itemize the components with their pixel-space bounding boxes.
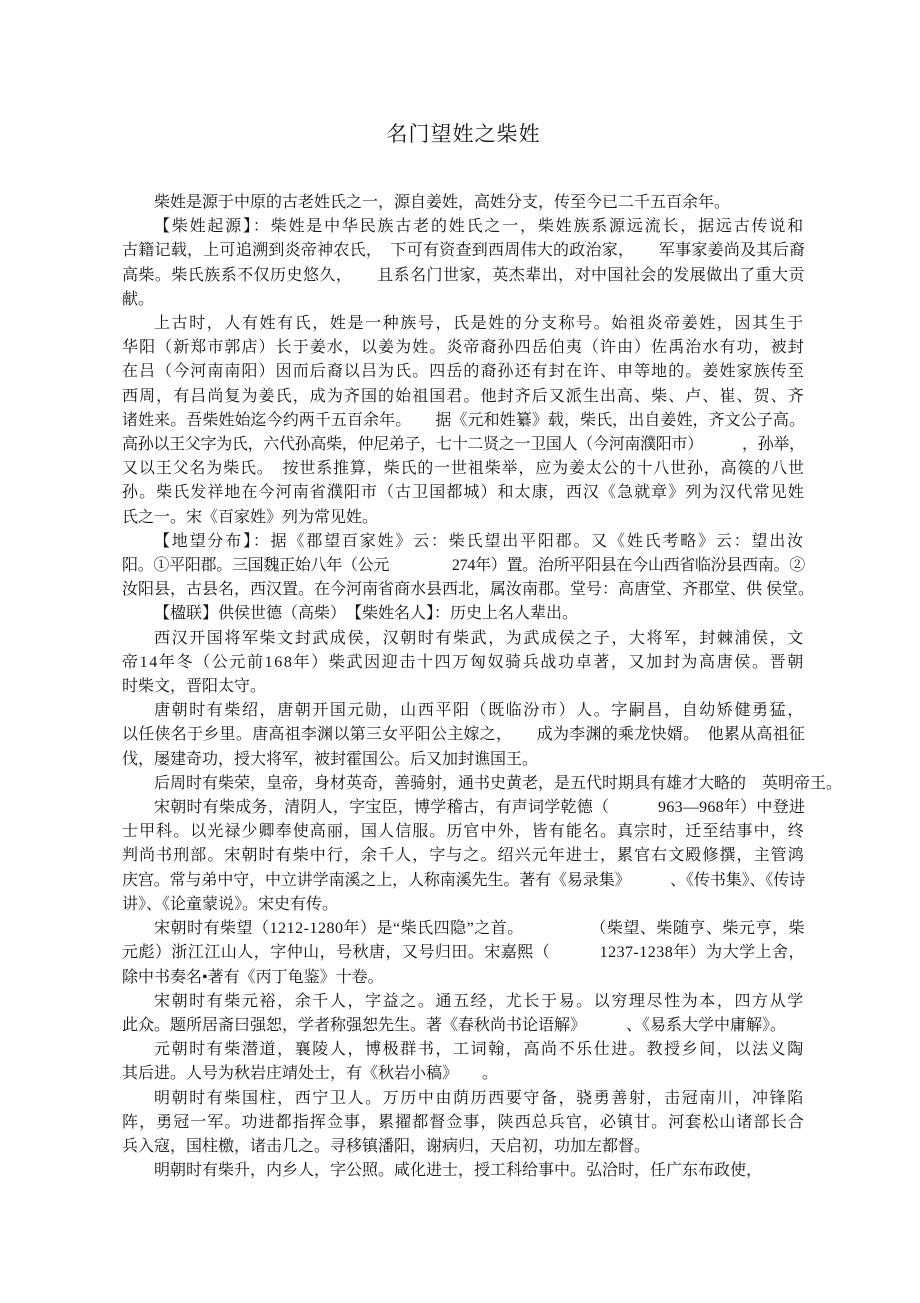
text-line-content: 在吕（今河南南阳）因而后裔以吕为氏。四岳的裔孙还有封在许、申等地的。姜姓家族传至 (122, 363, 805, 381)
text-line-content: 庆宫。常与弟中守，中立讲学南溪之上，人称南溪先生。著有《易录集》 、《传书集》、《传诗 (122, 871, 806, 889)
text-line-content: 兵入寇，国柱檄，诸击几之。寻移镇潘阳，谢病归，天启初，功加左都督。 (122, 1137, 651, 1155)
text-line-content: 帝14年冬（公元前168年）柴武因迎击十四万匈奴骑兵战功卓著，又加封为高唐侯。晋朝 (122, 653, 805, 671)
paragraph (122, 772, 843, 796)
paragraph (122, 990, 805, 1038)
text-line-content: 诸姓来。吾柴姓始迄今约两千五百余年。 据《元和姓纂》载，柴氏，出自姜姓，齐文公子高。 (122, 411, 806, 429)
text-line-content: 宋朝时有柴元裕，余千人，字益之。通五经，尤长于易。以穷理尽性为本，四方从学 (154, 992, 805, 1010)
paragraph (122, 191, 805, 215)
text-line-content: 判尚书刑部。宋朝时有柴中行，余千人，字与之。绍兴元年进士，累官右文殿修撰，主管鸿 (122, 847, 805, 865)
text-line (122, 336, 805, 360)
text-line (122, 360, 805, 384)
text-line (122, 723, 805, 747)
text-line (122, 869, 805, 893)
text-line-content: 西汉开国将军柴文封武成侯，汉朝时有柴武，为武成侯之子，大将军，封棘浦侯，文 (154, 629, 805, 647)
text-line-content: 伐，屡建奇功，授大将军，被封霍国公。后又加封谯国王。 (122, 750, 539, 768)
text-line (122, 554, 805, 578)
text-line (122, 1111, 805, 1135)
text-line (122, 627, 805, 651)
text-line (122, 893, 805, 917)
paragraph (122, 530, 815, 603)
text-line-content: 此众。题所居斋曰强恕，学者称强恕先生。著《春秋尚书论语解》 、《易系大学中庸解》。 (122, 1016, 787, 1034)
text-line (122, 506, 805, 530)
text-line (122, 239, 805, 263)
paragraph (122, 602, 805, 626)
document-body (122, 191, 843, 1183)
text-line-content: 高柴。柴氏族系不仅历史悠久， 且系名门世家，英杰辈出，对中国社会的发展做出了重大贡 (122, 266, 805, 284)
text-line (122, 651, 805, 675)
text-line-content: 上古时，人有姓有氏，姓是一种族号，氏是姓的分支称号。始祖炎帝姜姓，因其生于 (154, 315, 805, 333)
text-line (122, 941, 805, 965)
text-line (122, 409, 805, 433)
text-line (122, 191, 805, 215)
text-line-content: 【柴姓起源】：柴姓是中华民族古老的姓氏之一，柴姓族系源远流长，据远古传说和 (154, 218, 805, 236)
text-line-content: 华阳（新郑市郭店）长于姜水，以姜为姓。炎帝裔孙四岳伯夷（许由）佐禹治水有功，被封 (122, 339, 805, 357)
text-line-content: 以任侠名于乡里。唐高祖李渊以第三女平阳公主嫁之， 成为李渊的乘龙快婿。 他累从高祖征 (122, 726, 806, 744)
text-line (122, 264, 805, 288)
text-line (122, 1087, 805, 1111)
text-line (122, 796, 805, 820)
paragraph (122, 917, 805, 990)
text-line-content: 元彪）浙江江山人，字仲山，号秋唐，又号归田。宋嘉熙（ 1237-1238年）为大学上舍， (122, 944, 805, 962)
text-line (122, 1014, 805, 1038)
text-line-content: 【楹联】供侯世德（高柴） 【柴姓名人】：历史上名人辈出。 (154, 605, 579, 623)
text-line-content: 后周时有柴荣，皇帝，身材英奇，善骑射，通书史黄老，是五代时期具有雄才大略的 英明帝王。 (154, 774, 843, 792)
paragraph (122, 699, 805, 772)
text-line (122, 602, 805, 626)
text-line-content: 讲》、《论童蒙说》。宋史有传。 (122, 895, 339, 913)
paragraph (122, 627, 805, 700)
text-line-content: 献。 (122, 290, 155, 308)
text-line (122, 1135, 805, 1159)
text-line-content: 氏之一。宋《百家姓》列为常见姓。 (122, 508, 379, 526)
text-line (122, 820, 805, 844)
text-line (122, 990, 805, 1014)
text-line (122, 1062, 805, 1086)
text-line-content: 西周，有吕尚复为姜氏，成为齐国的始祖国君。他封齐后又派生出高、柴、卢、崔、贺、齐 (122, 387, 805, 405)
text-line (122, 917, 805, 941)
paragraph (122, 215, 805, 312)
text-line-content: 元朝时有柴潜道，襄陵人，博极群书，工词翰，高尚不乐仕进。教授乡间，以法义陶 (154, 1041, 805, 1059)
paragraph (122, 1038, 805, 1086)
text-line (122, 699, 805, 723)
text-line (122, 385, 805, 409)
text-line-content: 又以王父名为柴氏。 按世系推算，柴氏的一世祖柴举，应为姜太公的十八世孙，高篌的八世 (122, 460, 805, 478)
text-line-content: 宋朝时有柴望（1212-1280年）是“柴氏四隐”之首。 （柴望、柴随亨、柴元亨，柴 (154, 920, 805, 938)
text-line (122, 312, 805, 336)
text-line-content: 【地望分布】：据《郡望百家姓》云：柴氏望出平阳郡。又《姓氏考略》云：望出汝 (154, 532, 805, 550)
text-line-content: 其后进。人号为秋岩庄靖处士，有《秋岩小稿》 。 (122, 1065, 499, 1083)
text-line-content: 唐朝时有柴绍，唐朝开国元勋，山西平阳（既临汾市）人。字嗣昌，自幼矫健勇猛， (154, 702, 805, 720)
text-line-content: 孙。柴氏发祥地在今河南省濮阳市（古卫国都城）和太康，西汉《急就章》列为汉代常见姓 (122, 484, 805, 502)
text-line (122, 530, 805, 554)
text-line (122, 772, 843, 796)
text-line-content: 古籍记载，上可追溯到炎帝神农氏， 下可有资查到西周伟大的政治家， 军事家姜尚及其后裔 (122, 242, 806, 260)
text-line (122, 215, 805, 239)
text-line (122, 966, 805, 990)
text-line (122, 578, 815, 602)
text-line-content: 士甲科。以光禄少卿奉使高丽，国人信服。历官中外，皆有能名。真宗时，迁至结事中，终 (122, 823, 805, 841)
paragraph (122, 796, 805, 917)
text-line (122, 748, 805, 772)
text-line (122, 457, 805, 481)
text-line-content: 时柴文，晋阳太守。 (122, 678, 267, 696)
text-line-content: 汝阳县，古县名，西汉置。在今河南省商水县西北，属汝南郡。堂号：高唐堂、齐郡堂、供 侯堂。 (122, 581, 815, 599)
text-line (122, 288, 805, 312)
text-line-content: 明朝时有柴国柱，西宁卫人。万历中由荫历西要守备，骁勇善射，击冠南川，冲锋陷 (154, 1089, 805, 1107)
text-line (122, 1038, 805, 1062)
text-line (122, 433, 805, 457)
paragraph (122, 312, 805, 530)
text-line-content: 高孙以王父字为氏，六代孙高柴，仲尼弟子，七十二贤之一卫国人（今河南濮阳市） ，孙举， (122, 436, 805, 454)
text-line-content: 明朝时有柴升，内乡人，字公照。咸化进士，授工科给事中。弘洽时，任广东布政使， (154, 1162, 763, 1180)
paragraph (122, 1087, 805, 1160)
text-line (122, 844, 805, 868)
text-line-content: 阵，勇冠一军。功进都指挥佥事，累擢都督佥事，陕西总兵官，必镇甘。河套松山诸部长合 (122, 1113, 805, 1131)
paragraph (122, 1159, 805, 1183)
text-line (122, 1159, 805, 1183)
text-line (122, 481, 805, 505)
text-line-content: 除中书奏名•著有《丙丁龟鉴》十卷。 (122, 968, 384, 986)
text-line-content: 宋朝时有柴成务，清阴人，字宝臣，博学稽古，有声词学乾德（ 963—968年）中登进 (154, 799, 806, 817)
text-line-content: 柴姓是源于中原的古老姓氏之一，源自姜姓，高姓分支，传至今已二千五百余年。 (154, 194, 731, 211)
text-line (122, 675, 805, 699)
document-content (122, 120, 843, 1183)
page-title: 名门望姓之柴姓 (386, 122, 541, 146)
text-line-content: 阳。①平阳郡。三国魏正始八年（公元 274年）置。治所平阳县在今山西省临汾县西南。② (122, 557, 805, 575)
